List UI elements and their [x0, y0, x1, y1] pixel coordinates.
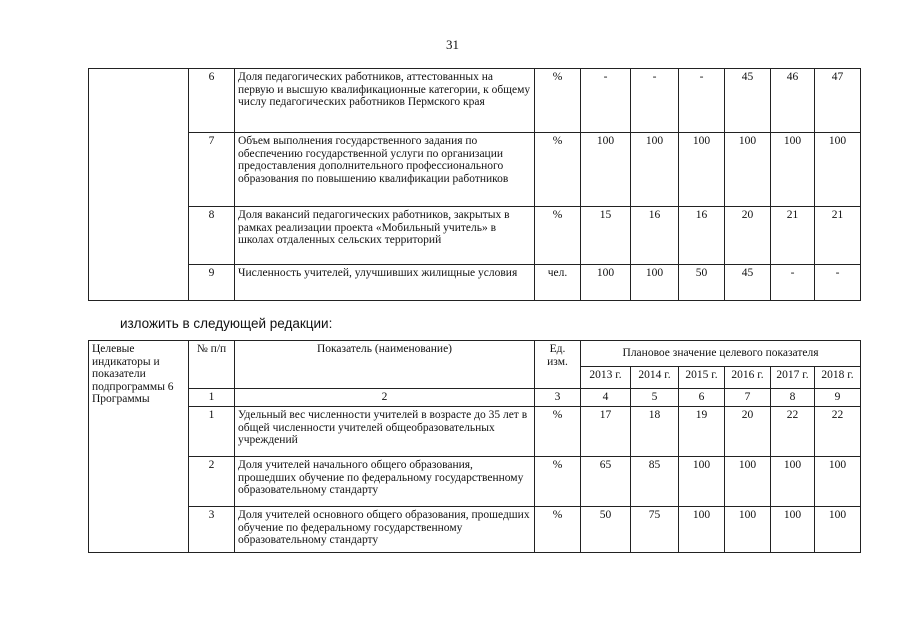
value-cell: 19 [679, 407, 725, 457]
value-cell: 16 [679, 207, 725, 265]
column-number: 9 [815, 389, 861, 407]
unit: % [535, 457, 581, 507]
value-cell: - [679, 69, 725, 133]
value-cell: 100 [679, 457, 725, 507]
page-number: 31 [446, 37, 459, 52]
value-cell: 100 [581, 133, 631, 207]
value-cell: 46 [771, 69, 815, 133]
value-cell: 100 [679, 507, 725, 553]
value-cell: 45 [725, 265, 771, 301]
value-cell: 100 [631, 133, 679, 207]
column-number: 8 [771, 389, 815, 407]
row-number: 7 [189, 133, 235, 207]
value-cell: - [581, 69, 631, 133]
value-cell: 100 [815, 507, 861, 553]
value-cell: 21 [771, 207, 815, 265]
value-cell: 45 [725, 69, 771, 133]
value-cell: 50 [581, 507, 631, 553]
year-header: 2016 г. [725, 367, 771, 389]
header-unit: Ед. изм. [535, 341, 581, 389]
value-cell: 75 [631, 507, 679, 553]
column-number: 6 [679, 389, 725, 407]
value-cell: - [815, 265, 861, 301]
value-cell: 100 [725, 133, 771, 207]
value-cell: 100 [771, 133, 815, 207]
indicator-name: Доля вакансий педагогических работников, закрытых в рамках реализации проекта «Мобильный учитель» в школах отдаленных сельских территорий [235, 207, 535, 265]
unit: % [535, 507, 581, 553]
value-cell: 20 [725, 407, 771, 457]
column-numbers-row [89, 389, 861, 407]
value-cell: 20 [725, 207, 771, 265]
value-cell: - [771, 265, 815, 301]
table-row [89, 207, 861, 265]
column-number: 7 [725, 389, 771, 407]
value-cell: 100 [771, 457, 815, 507]
value-cell: 17 [581, 407, 631, 457]
unit: % [535, 407, 581, 457]
new-table-body [89, 341, 861, 553]
row-number: 9 [189, 265, 235, 301]
column-number: 3 [535, 389, 581, 407]
value-cell: 65 [581, 457, 631, 507]
column-number: 2 [235, 389, 535, 407]
row-number: 1 [189, 407, 235, 457]
value-cell: 16 [631, 207, 679, 265]
value-cell: 100 [815, 133, 861, 207]
unit: % [535, 69, 581, 133]
table-row [89, 69, 861, 133]
header-num: № п/п [189, 341, 235, 389]
value-cell: 21 [815, 207, 861, 265]
unit: % [535, 133, 581, 207]
column-number: 1 [189, 389, 235, 407]
value-cell: 18 [631, 407, 679, 457]
value-cell: 15 [581, 207, 631, 265]
column-number: 4 [581, 389, 631, 407]
continued-indicators-table [88, 68, 861, 301]
first-column-label: Целевые индикаторы и показатели подпрограммы 6 Программы [89, 341, 189, 553]
year-header: 2017 г. [771, 367, 815, 389]
indicator-name: Объем выполнения государственного задания по обеспечению государственной услуги по организации предоставления дополнительного профессионального образования по повышению квалификации работников [235, 133, 535, 207]
indicator-name: Удельный вес численности учителей в возрасте до 35 лет в общей численности учителей общеобразовательных учреждений [235, 407, 535, 457]
value-cell: 100 [725, 457, 771, 507]
indicator-name: Численность учителей, улучшивших жилищные условия [235, 265, 535, 301]
first-column-empty [89, 69, 189, 301]
value-cell: 100 [581, 265, 631, 301]
value-cell: 100 [631, 265, 679, 301]
row-number: 2 [189, 457, 235, 507]
value-cell: 100 [725, 507, 771, 553]
table-row [89, 133, 861, 207]
table-row [89, 407, 861, 457]
row-number: 8 [189, 207, 235, 265]
value-cell: 100 [815, 457, 861, 507]
continued-table-body [89, 69, 861, 301]
row-number: 3 [189, 507, 235, 553]
table-row [89, 457, 861, 507]
value-cell: 100 [771, 507, 815, 553]
value-cell: 47 [815, 69, 861, 133]
value-cell: 22 [815, 407, 861, 457]
indicator-name: Доля учителей основного общего образования, прошедших обучение по федеральному государственному образовательному стандарту [235, 507, 535, 553]
value-cell: 85 [631, 457, 679, 507]
indicator-name: Доля педагогических работников, аттестованных на первую и высшую квалификационные категории, к общему числу педагогических работников Пермского края [235, 69, 535, 133]
value-cell: 22 [771, 407, 815, 457]
year-header: 2018 г. [815, 367, 861, 389]
value-cell: 50 [679, 265, 725, 301]
year-header: 2014 г. [631, 367, 679, 389]
year-header: 2015 г. [679, 367, 725, 389]
year-header: 2013 г. [581, 367, 631, 389]
unit: чел. [535, 265, 581, 301]
value-cell: - [631, 69, 679, 133]
header-name: Показатель (наименование) [235, 341, 535, 389]
indicator-name: Доля учителей начального общего образования, прошедших обучение по федеральному государственному образовательному стандарту [235, 457, 535, 507]
column-number: 5 [631, 389, 679, 407]
header-row [89, 341, 861, 367]
table-row [89, 507, 861, 553]
intro-text: изложить в следующей редакции: [120, 316, 333, 331]
unit: % [535, 207, 581, 265]
table-row [89, 265, 861, 301]
header-plan: Плановое значение целевого показателя [581, 341, 861, 367]
row-number: 6 [189, 69, 235, 133]
new-indicators-table [88, 340, 861, 553]
value-cell: 100 [679, 133, 725, 207]
